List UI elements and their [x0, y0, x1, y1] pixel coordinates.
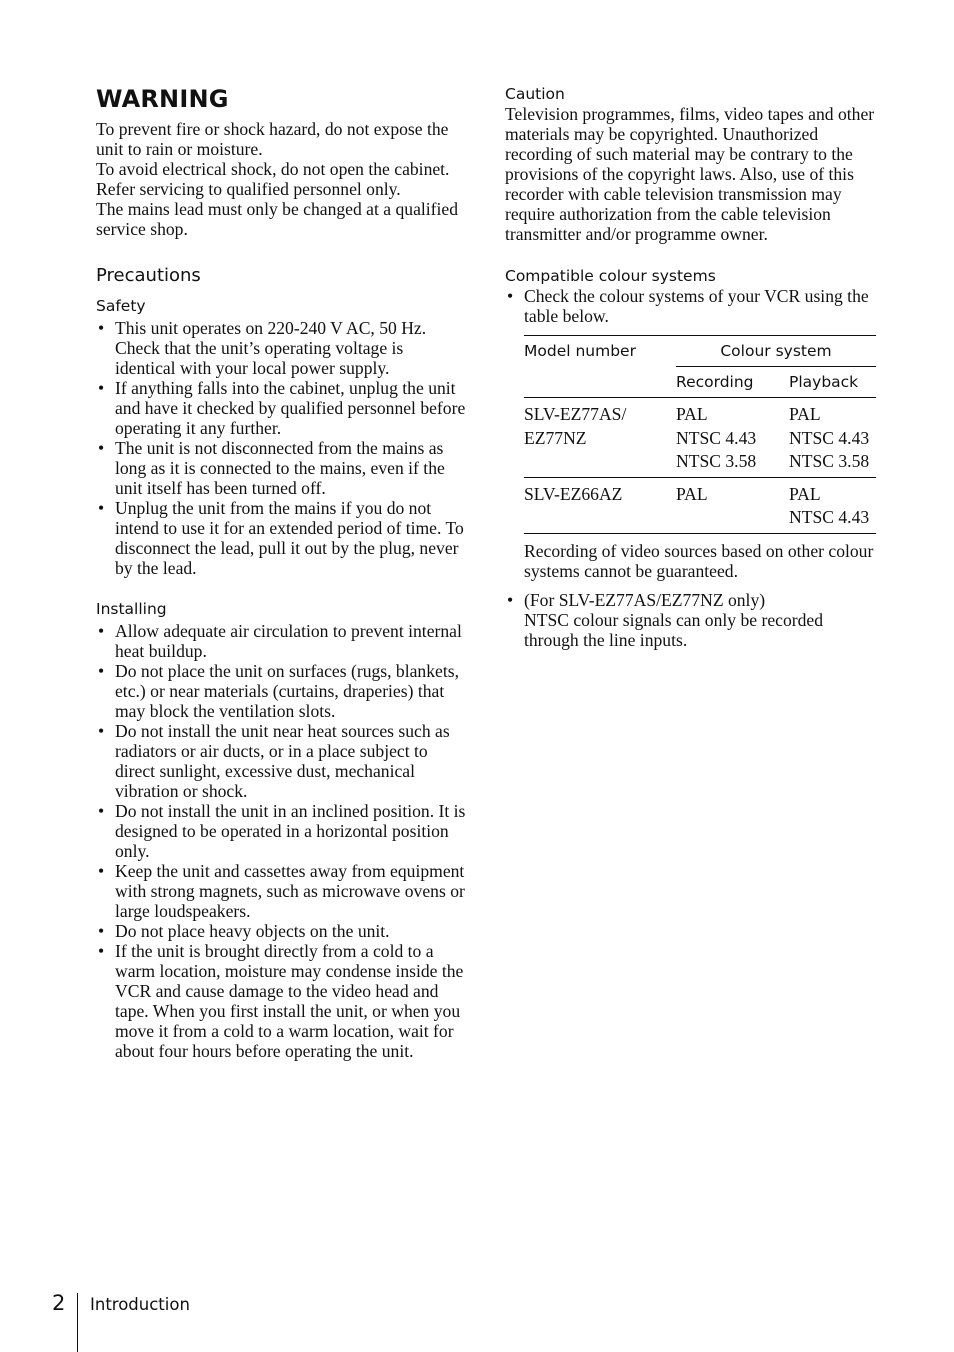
- footer-divider: [77, 1293, 78, 1352]
- playback-cell: [789, 477, 876, 533]
- list-item: • Do not install the unit in an inclined position. It is designed to be operated in a horizontal position only.: [96, 801, 468, 861]
- table-note: Recording of video sources based on other colour systems cannot be guaranteed.: [524, 540, 874, 581]
- list-item: • Do not place heavy objects on the unit.: [96, 921, 468, 941]
- installing-heading: Installing: [96, 600, 167, 618]
- playback-value: PAL: [789, 483, 821, 504]
- recording-value: NTSC 4.43: [676, 427, 757, 448]
- list-item: • Do not install the unit near heat sources such as radiators or air ducts, or in a place subject to direct sunlight, excessive dust, mechanical vibration or shock.: [96, 721, 468, 801]
- list-item: • Keep the unit and cassettes away from equipment with strong magnets, such as microwave ovens or large loudspeakers.: [96, 861, 468, 921]
- table-bottom-rule: [524, 533, 876, 534]
- recording-value: NTSC 3.58: [676, 451, 757, 471]
- list-item: • If the unit is brought directly from a cold to a warm location, moisture may condense inside the VCR and cause damage to the video head and tape. When you first install the unit, or when you move it from a cold to a warm location, wait for about four hours before operating the unit.: [96, 941, 468, 1061]
- compatible-intro-list: [505, 286, 877, 326]
- recording-value: PAL: [676, 404, 708, 424]
- recording-cell: [676, 477, 789, 533]
- list-item: • Check the colour systems of your VCR using the table below.: [505, 286, 877, 326]
- header-recording: Recording: [676, 373, 754, 391]
- extra-item-line: NTSC colour signals can only be recorded through the line inputs.: [524, 609, 824, 650]
- caution-text: Television programmes, films, video tapes and other materials may be copyrighted. Unauthorized recording of such material may be contrary to the provisions of the copyright laws. Also, use of this recorder with cable television transmission may require authorization from the cable television transmitter and/or programme owner.: [505, 104, 875, 244]
- recording-value: PAL: [676, 483, 708, 504]
- table-subheader-row: [524, 367, 876, 398]
- table-row: [524, 477, 876, 533]
- header-model-number: Model number: [524, 342, 636, 361]
- extra-item-line: • (For SLV-EZ77AS/EZ77NZ only): [524, 589, 766, 610]
- list-item: • This unit operates on 220-240 V AC, 50 Hz. Check that the unit’s operating voltage is identical with your local power supply.: [96, 318, 468, 378]
- list-item: • Do not place the unit on surfaces (rugs, blankets, etc.) or near materials (curtains, draperies) that may block the ventilation slots.: [96, 661, 468, 721]
- header-colour-system: Colour system: [676, 336, 876, 367]
- warning-paragraph: The mains lead must only be changed at a qualified service shop.: [96, 199, 459, 239]
- recording-cell: [676, 398, 789, 478]
- model-line: SLV-EZ77AS/: [524, 404, 627, 424]
- list-item: • Allow adequate air circulation to prevent internal heat buildup.: [96, 621, 468, 661]
- warning-title: WARNING: [96, 85, 229, 113]
- list-item: • If anything falls into the cabinet, unplug the unit and have it checked by qualified personnel before operating it any further.: [96, 378, 468, 438]
- model-cell: [524, 398, 676, 478]
- playback-value: NTSC 4.43: [789, 427, 870, 448]
- model-cell: [524, 477, 676, 533]
- model-line: EZ77NZ: [524, 427, 587, 448]
- list-item: [505, 590, 877, 650]
- right-column: [505, 84, 877, 650]
- list-item: • Unplug the unit from the mains if you do not intend to use it for an extended period of time. To disconnect the lead, pull it out by the plug, never by the lead.: [96, 498, 468, 578]
- warning-paragraph: To prevent fire or shock hazard, do not expose the unit to rain or moisture.: [96, 119, 449, 159]
- safety-list: [96, 318, 468, 578]
- model-line: SLV-EZ66AZ: [524, 483, 623, 504]
- page-number: 2: [52, 1291, 66, 1315]
- table-header-row: [524, 336, 876, 367]
- playback-value: PAL: [789, 404, 821, 424]
- table-bottom-cell: [524, 533, 876, 534]
- footer-section-label: Introduction: [90, 1295, 190, 1314]
- compatible-heading: Compatible colour systems: [505, 267, 716, 285]
- colour-system-table: [524, 335, 876, 534]
- left-column: [96, 84, 468, 1061]
- playback-value: NTSC 4.43: [789, 507, 870, 527]
- compatible-extra-list: [505, 590, 877, 650]
- caution-heading: Caution: [505, 85, 565, 103]
- playback-value: NTSC 3.58: [789, 451, 870, 471]
- header-spacer: [524, 367, 676, 398]
- header-playback: Playback: [789, 373, 859, 391]
- playback-cell: [789, 398, 876, 478]
- precautions-heading: Precautions: [96, 265, 201, 286]
- table-row: [524, 398, 876, 478]
- warning-paragraph: To avoid electrical shock, do not open the cabinet. Refer servicing to qualified personnel only.: [96, 159, 450, 199]
- installing-list: [96, 621, 468, 1061]
- list-item: • The unit is not disconnected from the mains as long as it is connected to the mains, even if the unit itself has been turned off.: [96, 438, 468, 498]
- safety-heading: Safety: [96, 297, 146, 315]
- colour-system-table-wrapper: [524, 335, 876, 534]
